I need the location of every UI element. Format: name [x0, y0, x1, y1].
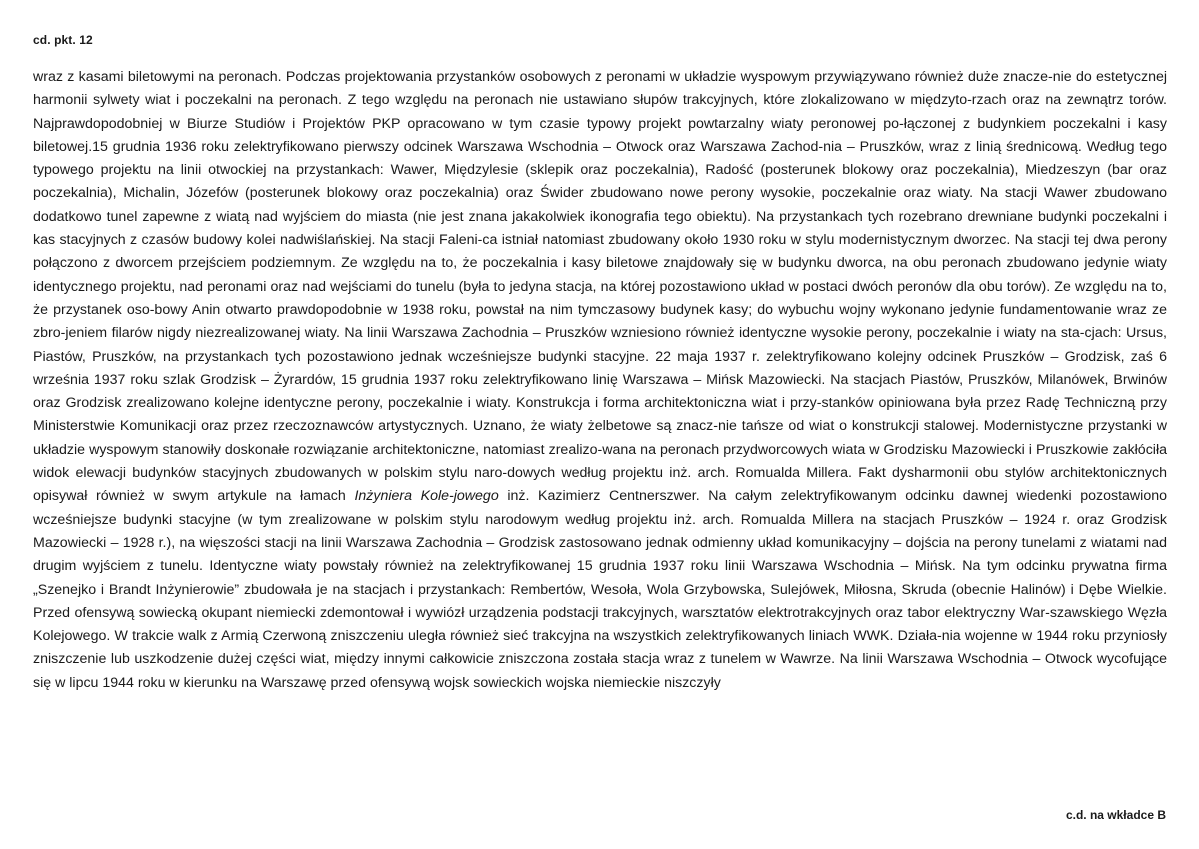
continuation-footer: c.d. na wkładce B	[1065, 808, 1166, 822]
body-text-part-2: inż. Kazimierz Centnerszwer. Na całym zelektryfikowanym odcinku dawnej wiedenki pozostawiono wcześniejsze budynki stacyjne (w tym zrealizowane w polskim stylu narodowym według projektu inż. arch. Romualda Millera na stacjach Pruszków – 1924 r. oraz Grodzisk Mazowiecki – 1928 r.), na więszości stacji na linii Warszawa Zachodnia – Grodzisk zastosowano jednak odmienny układ komunikacyjny – dojścia na perony tunelami z wiatami nad drugim wyjściem z tunelu. Identyczne wiaty powstały również na zelektryfikowanej 15 grudnia 1937 roku linii Warszawa Wschodnia – Mińsk. Na tym odcinku prywatna firma „Szenejko i Brandt Inżynierowie” zbudowała je na stacjach i przystankach: Rembertów, Wesoła, Wola Grzybowska, Sulejówek, Miłosna, Skruda (obecnie Halinów) i Dębe Wielkie. Przed ofensywą sowiecką okupant niemiecki zdemontował i wywiózł urządzenia podstacji trakcyjnych, warsztatów elektrotrakcyjnych oraz tabor elektryczny War-szawskiego Węzła Kolejowego. W trakcie walk z Armią Czerwoną zniszczeniu uległa również sieć trakcyjna na wszystkich zelektryfikowanych liniach WWK. Działa-nia wojenne w 1944 roku przyniosły zniszczenie lub uszkodzenie dużej części wiat, między innymi całkowicie zniszczona została stacja wraz z tunelem w Wawrze. Na linii Warszawa Wschodnia – Otwock wycofujące się w lipcu 1944 roku w kierunku na Warszawę przed ofensywą wojsk sowieckich wojska niemieckie niszczyły	[33, 488, 1167, 691]
body-paragraph	[33, 66, 1167, 695]
body-text-part-1: wraz z kasami biletowymi na peronach. Podczas projektowania przystanków osobowych z peronami w układzie wyspowym przywiązywano również duże znacze-nie do estetycznej harmonii sylwety wiat i poczekalni na peronach. Z tego względu na peronach nie ustawiano słupów trakcyjnych, które zlokalizowano w międzyto-rzach oraz na zewnątrz torów. Najprawdopodobniej w Biurze Studiów i Projektów PKP opracowano w tym czasie typowy projekt powtarzalny wiaty peronowej po-łączonej z budynkiem poczekalni i kasy biletowej.15 grudnia 1936 roku zelektryfikowano pierwszy odcinek Warszawa Wschodnia – Otwock oraz Warszawa Zachod-nia – Pruszków, wraz z linią średnicową. Według tego typowego projektu na linii otwockiej na przystankach: Wawer, Międzylesie (sklepik oraz poczekalnia), Radość (posterunek blokowy oraz poczekalnia), Miedzeszyn (bar oraz poczekalnia), Michalin, Józefów (posterunek blokowy oraz poczekalnia) oraz Świder zbudowano nowe perony wysokie, poczekalnie oraz wiaty. Na stacji Wawer zbudowano dodatkowo tunel zapewne z wiatą nad wyjściem do miasta (nie jest znana jakakolwiek ikonografia tego obiektu). Na przystankach tych rozebrano drewniane budynki poczekalni i kas stacyjnych z czasów budowy kolei nadwiślańskiej. Na stacji Faleni-ca istniał natomiast zbudowany około 1930 roku w stylu modernistycznym dworzec. Na stacji tej dwa perony połączono z dworcem przejściem podziemnym. Ze względu na to, że poczekalnia i kasy biletowe znajdowały się w budynku dworca, na obu peronach zbudowano jedynie wiaty identycznego projektu, nad peronami oraz nad wejściami do tunelu (była to jedyna stacja, na której pozostawiono układ w postaci dwóch peronów dla obu torów). Ze względu na to, że przystanek oso-bowy Anin otwarto prawdopodobnie w 1938 roku, powstał na nim tymczasowy budynek kasy; do wybuchu wojny wykonano jedynie fundamentowanie wraz ze zbro-jeniem filarów nigdy niezrealizowanej wiaty. Na linii Warszawa Zachodnia – Pruszków wzniesiono również identyczne wysokie perony, poczekalnie i wiaty na sta-cjach: Ursus, Piastów, Pruszków, na przystankach tych pozostawiono jednak wcześniejsze budynki stacyjne. 22 maja 1937 r. zelektryfikowano kolejny odcinek Pruszków – Grodzisk, zaś 6 września 1937 roku szlak Grodzisk – Żyrardów, 15 grudnia 1937 roku zelektryfikowano linię Warszawa – Mińsk Mazowiecki. Na stacjach Piastów, Pruszków, Milanówek, Brwinów oraz Grodzisk zrealizowano kolejne identyczne perony, poczekalnie i wiaty. Konstrukcja i forma architektoniczna wiat i przy-stanków opiniowana była przez Radę Techniczną przy Ministerstwie Komunikacji oraz przez rzeczoznawców artystycznych. Uznano, że wiaty żelbetowe są znacz-nie tańsze od wiat o konstrukcji stalowej. Modernistyczne przystanki w układzie wyspowym stanowiły doskonałe rozwiązanie architektoniczne, natomiast zrealizo-wana na peronach przydworcowych wiata w Grodzisku Mazowiecki i Pruszkowie zakłóciła widok elewacji budynków stacyjnych zbudowanych w polskim stylu naro-dowych według projektu inż. arch. Romualda Millera. Fakt dysharmonii obu stylów architektonicznych opisywał również w swym artykule na łamach	[33, 69, 1167, 505]
journal-title: Inżyniera Kole-jowego	[354, 488, 499, 505]
continuation-header: cd. pkt. 12	[33, 33, 93, 47]
